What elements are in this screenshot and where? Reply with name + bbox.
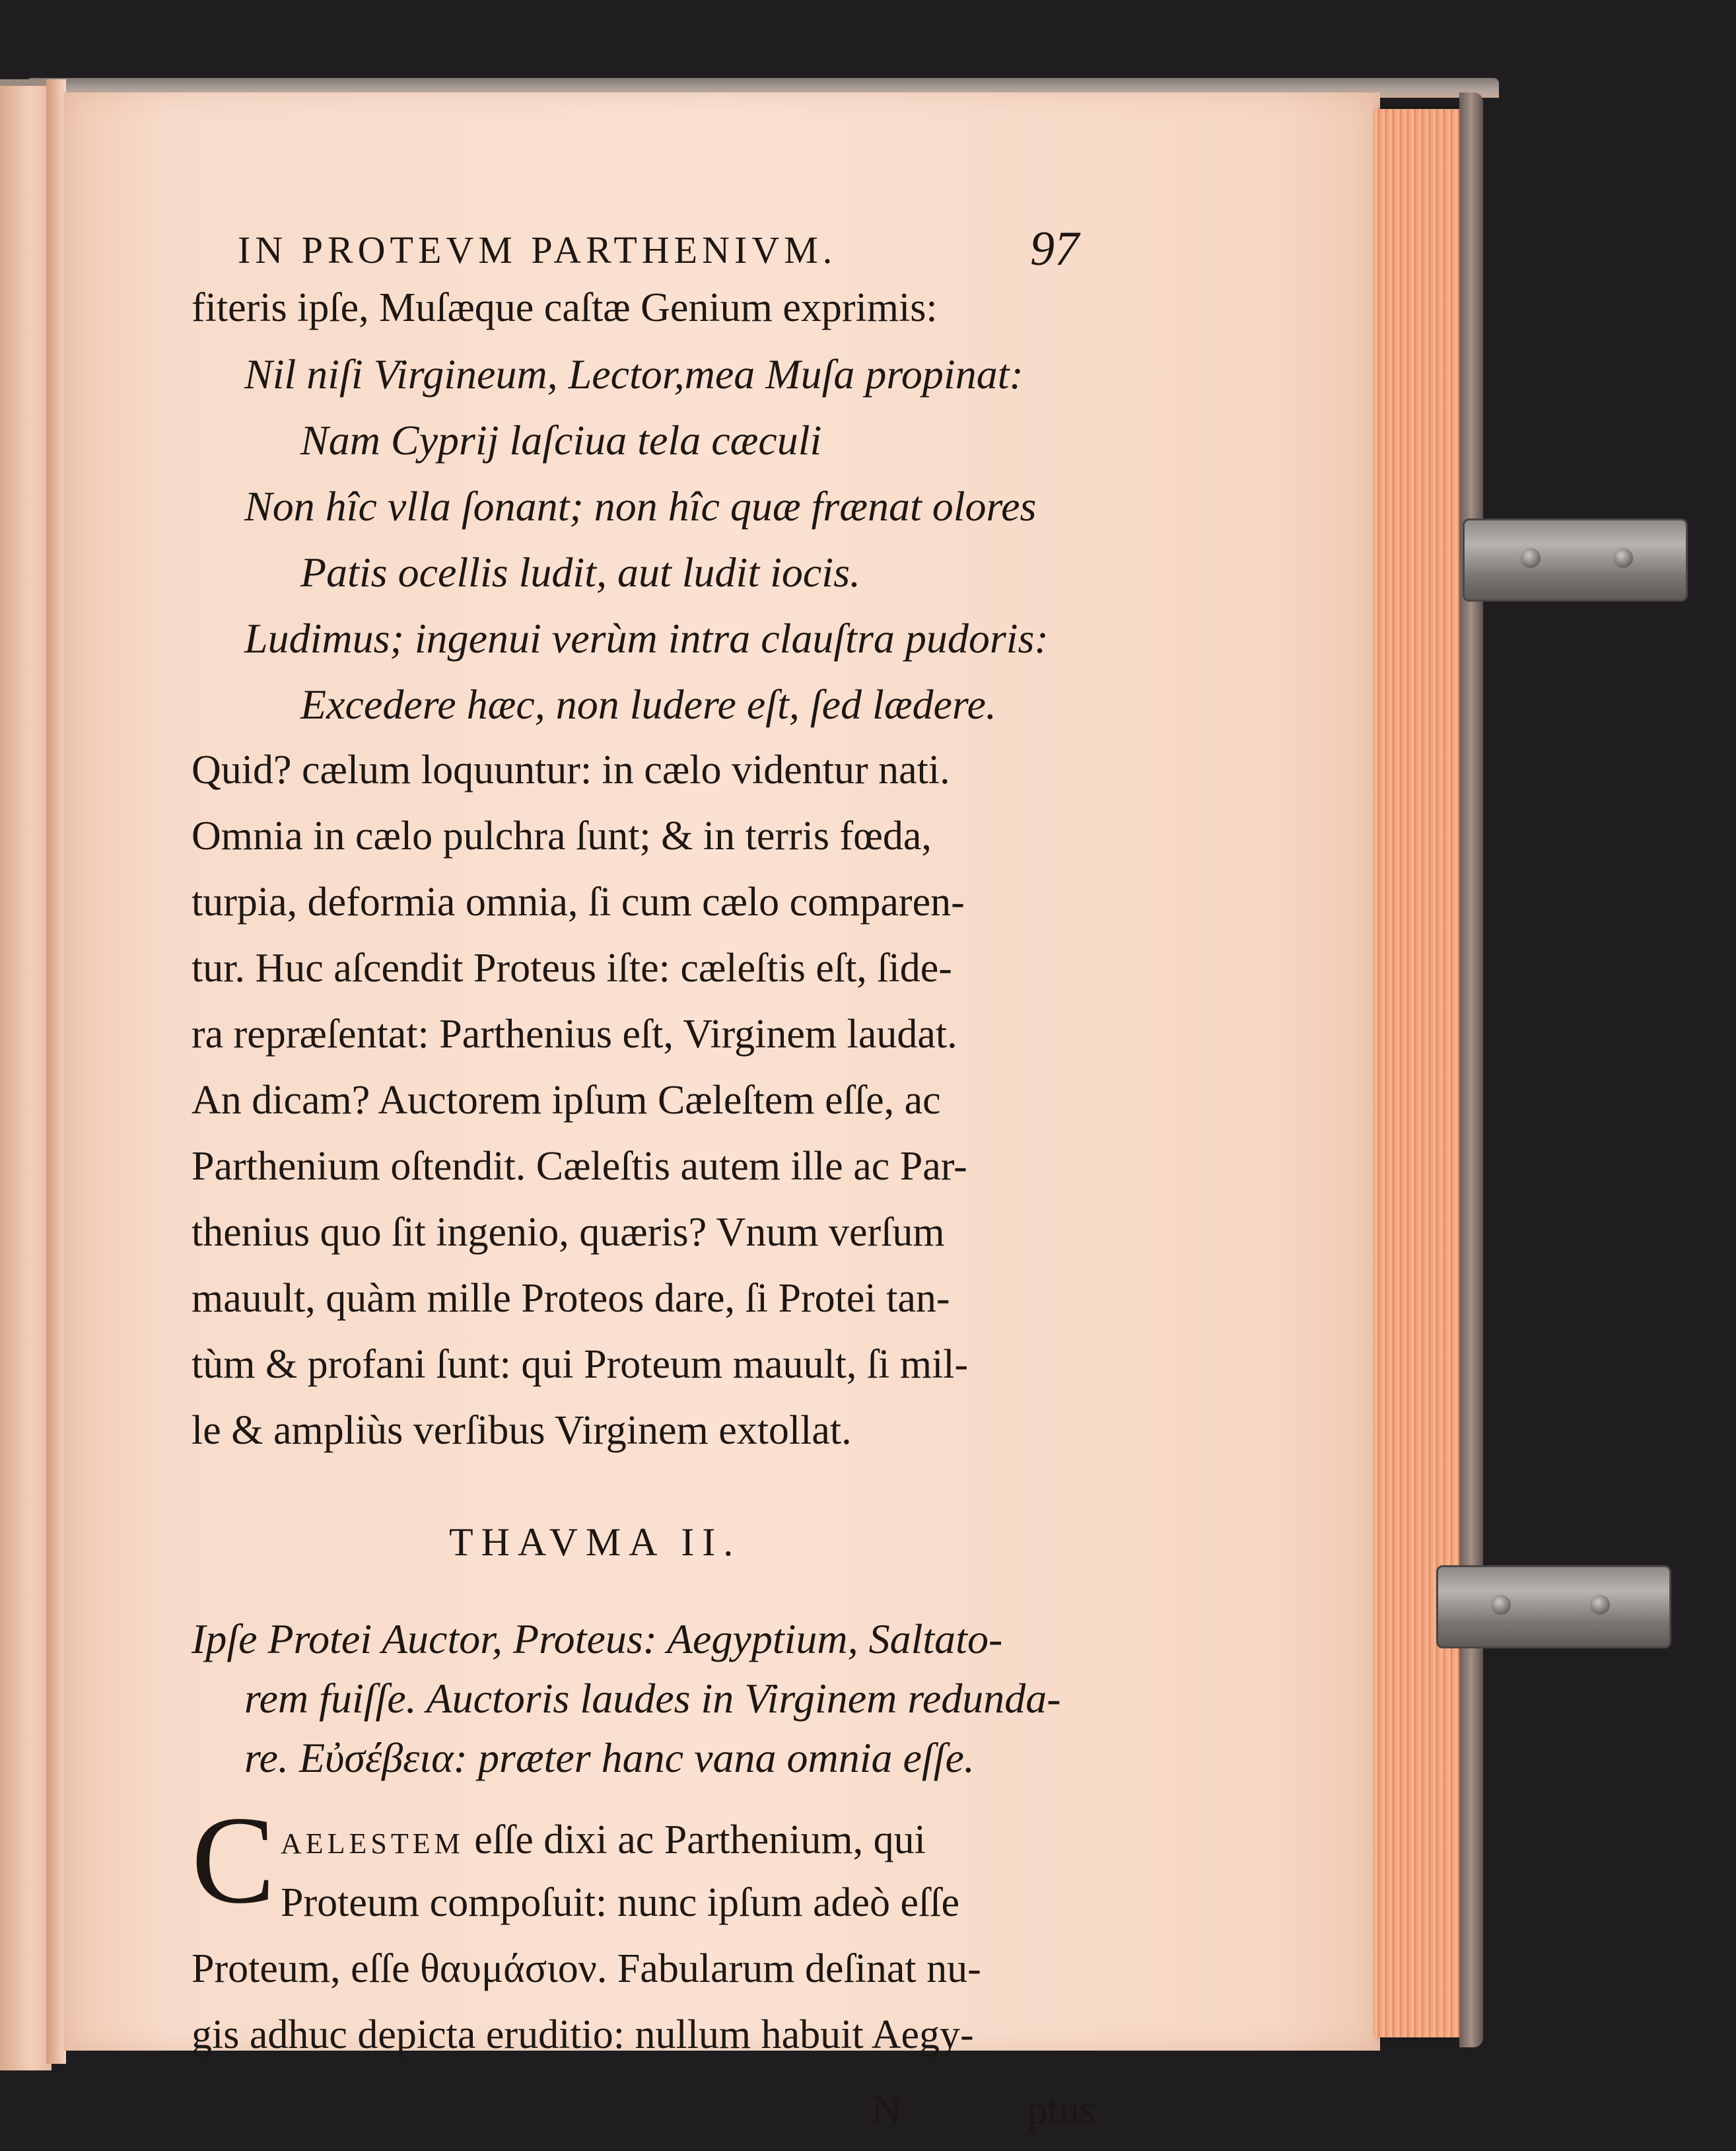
text-line: An dicam? Auctorem ipſum Cæleſtem eſſe, ac — [191, 1078, 941, 1123]
text-line: Proteum, eſſe θαυμάσιον. Fabularum deſinat nu- — [191, 1946, 981, 1991]
summary-line: rem fuiſſe. Auctoris laudes in Virginem redunda- — [244, 1675, 1061, 1722]
page-number: 97 — [1030, 222, 1079, 276]
text-line: gis adhuc depicta eruditio: nullum habuit Aegy- — [191, 2012, 974, 2057]
text-line: Quid? cælum loquuntur: in cælo videntur nati. — [191, 748, 950, 793]
clasp-rivet — [1521, 548, 1541, 568]
verse-line: Nil niſi Virgineum, Lector,mea Muſa propinat: — [244, 351, 1024, 398]
left-page-edge — [0, 79, 52, 2070]
section-heading: THAVMA II. — [449, 1520, 742, 1564]
text-line — [281, 1819, 926, 1860]
clasp-rivet — [1590, 1595, 1610, 1615]
text-line: turpia, deformia omnia, ſi cum cælo comparen- — [191, 880, 965, 925]
running-head: IN PROTEVM PARTHENIVM. — [238, 229, 837, 271]
text-line: le & ampliùs verſibus Virginem extollat. — [191, 1408, 852, 1453]
upper-clasp — [1463, 518, 1688, 602]
text-line: Proteum compoſuit: nunc ipſum adeò eſſe — [281, 1880, 959, 1925]
text-line: mauult, quàm mille Proteos dare, ſi Protei tan- — [191, 1276, 950, 1321]
text-line: Omnia in cælo pulchra ſunt; & in terris fœda, — [191, 814, 932, 859]
summary-line: Ipſe Protei Auctor, Proteus: Aegyptium, Saltato- — [191, 1615, 1003, 1662]
signature-mark: N — [872, 2088, 901, 2133]
text-span: eſſe dixi ac Parthenium, qui — [474, 1817, 926, 1862]
verse-line: Nam Cyprij laſciua tela cæculi — [300, 417, 822, 464]
text-line: tùm & profani ſunt: qui Proteum mauult, ſi mil- — [191, 1342, 969, 1387]
text-line: thenius quo ſit ingenio, quæris? Vnum verſum — [191, 1210, 945, 1255]
small-caps-word: AELESTEM — [281, 1827, 464, 1860]
verse-line: Patis ocellis ludit, aut ludit iocis. — [300, 549, 860, 596]
catchword: ptus — [1027, 2088, 1095, 2133]
clasp-rivet — [1613, 548, 1633, 568]
page-fore-edge — [1373, 109, 1466, 2037]
show-through-text — [1057, 357, 1064, 392]
summary-line: re. Εὐσέβεια: præter hanc vana omnia eſſe. — [244, 1734, 975, 1781]
text-line: tur. Huc aſcendit Proteus iſte: cæleſtis eſt, ſide- — [191, 946, 952, 991]
text-line: ra repræſentat: Parthenius eſt, Virginem laudat. — [191, 1012, 957, 1057]
text-line: fiteris ipſe, Muſæque caſtæ Genium exprimis: — [191, 285, 938, 330]
verse-line: Excedere hæc, non ludere eſt, ſed lædere. — [300, 681, 996, 728]
lower-clasp — [1436, 1565, 1671, 1648]
drop-cap: C — [191, 1791, 275, 1930]
book-cover-right-edge — [1459, 92, 1483, 2047]
text-line: Parthenium oſtendit. Cæleſtis autem ille ac Par- — [191, 1144, 967, 1189]
verse-line: Non hîc vlla ſonant; non hîc quæ frænat olores — [244, 483, 1037, 530]
clasp-rivet — [1491, 1595, 1511, 1615]
verse-line: Ludimus; ingenui verùm intra clauſtra pudoris: — [244, 615, 1049, 662]
